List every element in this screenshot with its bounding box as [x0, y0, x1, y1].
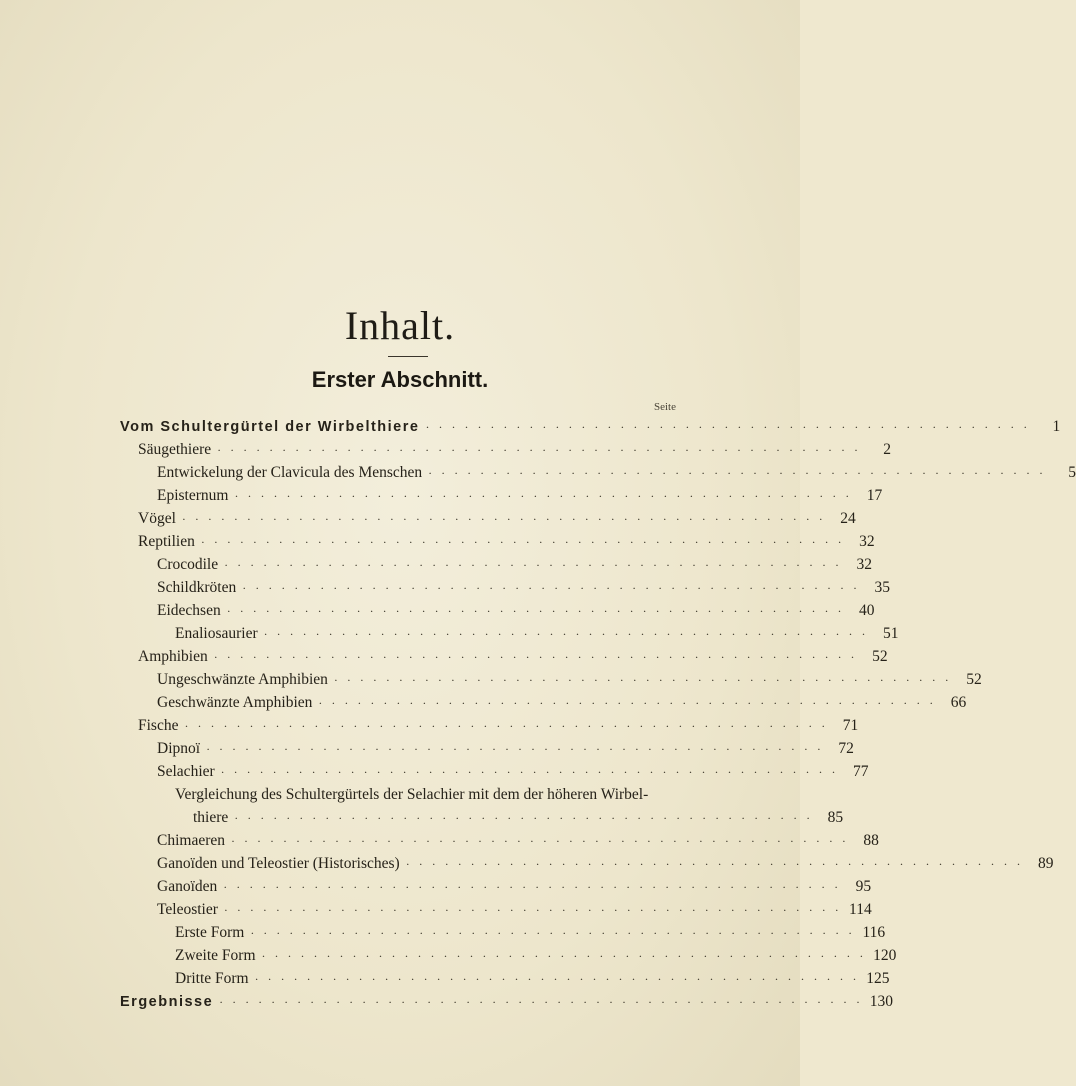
toc-entry-page: 120 — [873, 947, 897, 964]
toc-entry-page: 32 — [859, 533, 875, 550]
toc-entry — [175, 922, 886, 944]
leader-dots: · · · · · · · · · · · · · · · · · · · · · · · · · · · · · · · · · · · · · · · · · · · · · · · — [425, 420, 1031, 434]
toc-entry-page: 95 — [855, 878, 872, 895]
toc-entry-label: Ganoïden — [157, 878, 218, 895]
toc-entry-label: Schildkröten — [157, 579, 237, 596]
leader-dots: · · · · · · · · · · · · · · · · · · · · · · · · · · · · · · · · · · · · · · · · · · · · · · · · · · — [181, 512, 826, 526]
toc-entry-label: Chimaeren — [157, 832, 226, 849]
toc-entry-label: Fische — [138, 717, 179, 734]
leader-dots: · · · · · · · · · · · · · · · · · · · · · · · · · · · · · · · · · · · · · · · · · · · · · · · — [254, 972, 860, 986]
toc-entry — [157, 830, 879, 852]
toc-entry — [175, 945, 897, 967]
toc-entry-label: Vögel — [138, 510, 176, 527]
toc-entry — [157, 899, 872, 921]
toc-entry-label: Selachier — [157, 763, 215, 780]
toc-entry-label: Geschwänzte Amphibien — [157, 694, 313, 711]
page-column-header: Seite — [654, 401, 676, 413]
toc-entry-page: 35 — [874, 579, 891, 596]
toc-entry — [120, 416, 1061, 438]
toc-entry — [157, 577, 891, 599]
toc-entry-page: 51 — [882, 625, 899, 642]
leader-dots: · · · · · · · · · · · · · · · · · · · · · · · · · · · · · · · · · · · · · · · · · · · · · · · · · · — [213, 650, 858, 664]
toc-entry-page: 5 — [1068, 464, 1076, 481]
toc-entry-label: Enaliosaurier — [175, 625, 258, 642]
leader-dots: · · · · · · · · · · · · · · · · · · · · · · · · · · · · · · · · · · · · · · · · · · · · · · · · — [428, 466, 1046, 480]
toc-entry-page: 66 — [950, 694, 967, 711]
toc-entry — [138, 508, 856, 530]
toc-entry-page: 114 — [849, 901, 872, 918]
leader-dots: · · · · · · · · · · · · · · · · · · · · · · · · · · · · · · · · · · · · · · · · · · · · · · · · · · — [184, 719, 829, 733]
leader-dots: · · · · · · · · · · · · · · · · · · · · · · · · · · · · · · · · · · · · · · · · · · · · · · · · · · — [217, 443, 861, 457]
leader-dots: · · · · · · · · · · · · · · · · · · · · · · · · · · · · · · · · · · · · · · · · · · · · · · · · — [242, 581, 861, 595]
toc-entry-page: 40 — [859, 602, 875, 619]
toc-entry-page: 88 — [863, 832, 879, 849]
toc-entry — [193, 807, 844, 829]
toc-entry-label: thiere — [193, 809, 229, 826]
toc-entry-page: 125 — [866, 970, 890, 987]
leader-dots: · · · · · · · · · · · · · · · · · · · · · · · · · · · · · · · · · · · · · · · · · · · · · · · · — [318, 696, 937, 710]
toc-entry-label: Ergebnisse — [120, 994, 214, 1010]
toc-entry-label: Amphibien — [138, 648, 208, 665]
page-title: Inhalt. — [344, 303, 456, 348]
leader-dots: · · · · · · · · · · · · · · · · · · · · · · · · · · · · · · · · · · · · · · · · · · · · · · · · — [223, 880, 842, 894]
toc-entry-label: Eidechsen — [157, 602, 221, 619]
leader-dots: · · · · · · · · · · · · · · · · · · · · · · · · · · · · · · · · · · · · · · · · · · · · · · · · — [223, 903, 842, 917]
toc-entry-page: 77 — [852, 763, 869, 780]
toc-entry-page: 17 — [866, 487, 883, 504]
toc-entry-page: 52 — [872, 648, 888, 665]
toc-entry — [157, 554, 872, 576]
toc-entry-page: 52 — [966, 671, 982, 688]
title-divider — [388, 356, 428, 357]
toc-entry-label: Säugethiere — [138, 441, 212, 458]
toc-entry-label: Ungeschwänzte Amphibien — [157, 671, 328, 688]
toc-entry — [157, 761, 869, 783]
toc-entry-page: 89 — [1038, 855, 1054, 872]
toc-entry-label: Reptilien — [138, 533, 195, 550]
leader-dots: · · · · · · · · · · · · · · · · · · · · · · · · · · · · · · · · · · · · · · · · · · · · · — [234, 811, 814, 825]
toc-entry-label: Crocodile — [157, 556, 219, 573]
leader-dots: · · · · · · · · · · · · · · · · · · · · · · · · · · · · · · · · · · · · · · · · · · · · · · · · — [206, 742, 824, 756]
leader-dots: · · · · · · · · · · · · · · · · · · · · · · · · · · · · · · · · · · · · · · · · · · · · · · · — [263, 627, 869, 641]
toc-entry-page: 2 — [883, 441, 891, 458]
leader-dots: · · · · · · · · · · · · · · · · · · · · · · · · · · · · · · · · · · · · · · · · · · · · · · · · · · — [219, 995, 863, 1009]
toc-entry-label: Zweite Form — [175, 947, 256, 964]
toc-entry-page: 32 — [856, 556, 872, 573]
toc-entry — [157, 600, 875, 622]
leader-dots: · · · · · · · · · · · · · · · · · · · · · · · · · · · · · · · · · · · · · · · · · · · · · · · · · · — [200, 535, 845, 549]
toc-entry-page: 85 — [827, 809, 844, 826]
leader-dots: · · · · · · · · · · · · · · · · · · · · · · · · · · · · · · · · · · · · · · · · · · · · · · · · — [220, 765, 839, 779]
toc-entry-label: Erste Form — [175, 924, 245, 941]
toc-entry-page: 130 — [869, 993, 893, 1010]
toc-entry-label: Vergleichung des Schultergürtels der Selachier mit dem der höheren Wirbel- — [175, 786, 649, 803]
toc-entry — [157, 853, 1054, 875]
leader-dots: · · · · · · · · · · · · · · · · · · · · · · · · · · · · · · · · · · · · · · · · · · · · · · · · — [224, 558, 842, 572]
toc-entry-label: Vom Schultergürtel der Wirbelthiere — [120, 419, 420, 435]
toc-entry-label: Teleostier — [157, 901, 218, 918]
toc-entry-page: 72 — [838, 740, 854, 757]
leader-dots: · · · · · · · · · · · · · · · · · · · · · · · · · · · · · · · · · · · · · · · · · · · · · · · · — [234, 489, 853, 503]
toc-entry — [157, 669, 982, 691]
toc-entry — [175, 623, 899, 645]
toc-entry — [138, 531, 875, 553]
toc-entry — [138, 646, 888, 668]
toc-entry — [157, 876, 872, 898]
toc-entry — [138, 439, 891, 461]
toc-entry — [120, 991, 893, 1013]
toc-entry-label: Entwickelung der Clavicula des Menschen — [157, 464, 423, 481]
toc-entry — [157, 485, 883, 507]
toc-entry — [157, 692, 967, 714]
toc-entry-page: 116 — [862, 924, 886, 941]
toc-entry-label: Dipnoï — [157, 740, 201, 757]
section-heading: Erster Abschnitt. — [311, 367, 489, 392]
leader-dots: · · · · · · · · · · · · · · · · · · · · · · · · · · · · · · · · · · · · · · · · · · · · · · · · — [333, 673, 952, 687]
toc-entry-page: 71 — [842, 717, 859, 734]
toc-entry — [157, 738, 854, 760]
leader-dots: · · · · · · · · · · · · · · · · · · · · · · · · · · · · · · · · · · · · · · · · · · · · · · · — [250, 926, 856, 940]
toc-entry-page: 24 — [840, 510, 856, 527]
leader-dots: · · · · · · · · · · · · · · · · · · · · · · · · · · · · · · · · · · · · · · · · · · · · · · · · — [405, 857, 1024, 871]
toc-entry-label: Dritte Form — [175, 970, 249, 987]
toc-entry — [138, 715, 859, 737]
toc-entry — [157, 462, 1076, 484]
toc-entry — [175, 968, 890, 990]
toc-entry-label: Ganoïden und Teleostier (Historisches) — [157, 855, 400, 872]
toc-entry-page: 1 — [1052, 418, 1061, 435]
leader-dots: · · · · · · · · · · · · · · · · · · · · · · · · · · · · · · · · · · · · · · · · · · · · · · · — [261, 949, 867, 963]
leader-dots: · · · · · · · · · · · · · · · · · · · · · · · · · · · · · · · · · · · · · · · · · · · · · · · · — [231, 834, 849, 848]
leader-dots: · · · · · · · · · · · · · · · · · · · · · · · · · · · · · · · · · · · · · · · · · · · · · · · · — [226, 604, 845, 618]
toc-entry-label: Episternum — [157, 487, 229, 504]
